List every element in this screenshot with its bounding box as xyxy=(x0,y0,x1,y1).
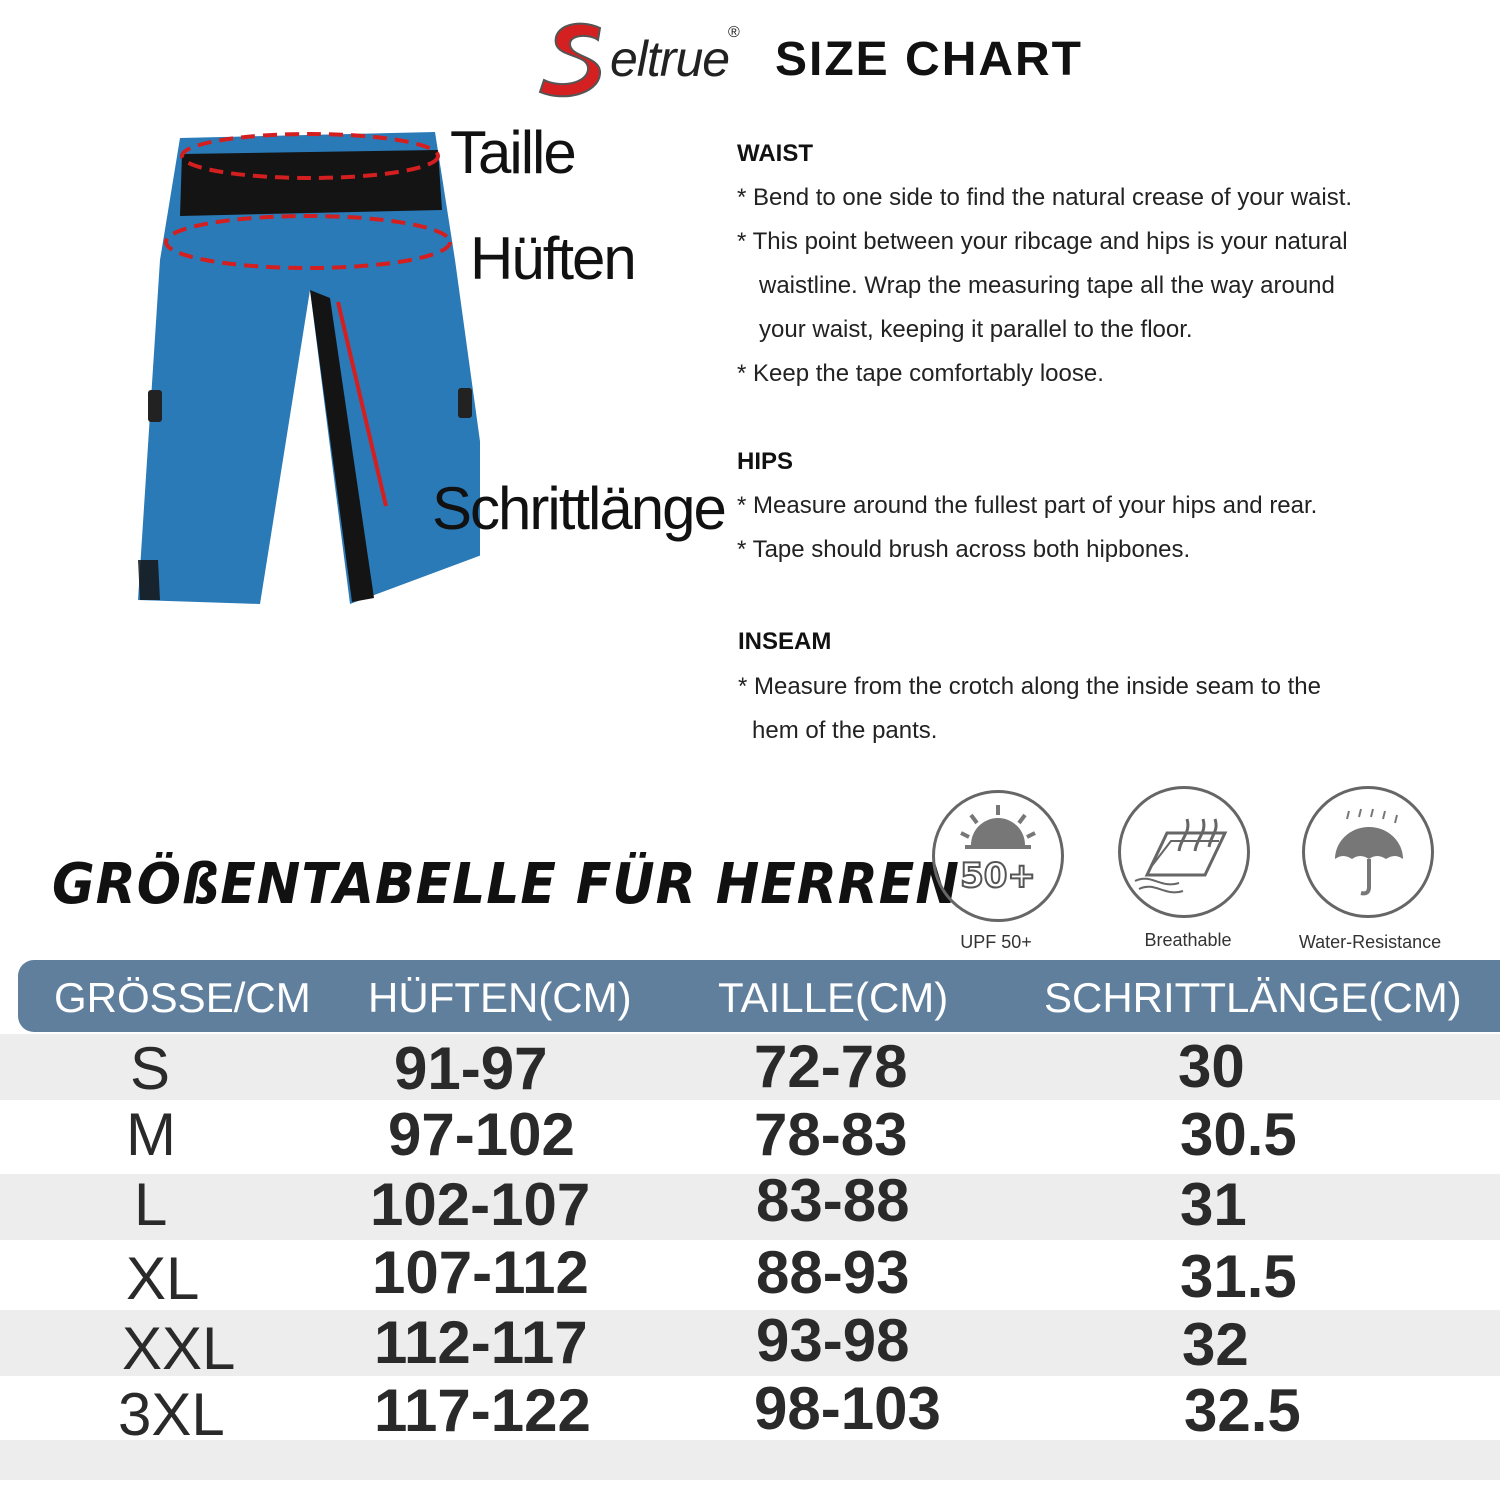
hips-cell: 117-122 xyxy=(374,1377,591,1444)
size-cell: L xyxy=(134,1171,168,1238)
inseam-cell: 31 xyxy=(1180,1171,1247,1238)
column-header-waist: TAILLE(CM) xyxy=(718,974,949,1021)
waist-instruction: * This point between your ribcage and hips is your natural xyxy=(737,228,1348,255)
upf-badge: 50+ xyxy=(960,856,1036,896)
inseam-cell: 30.5 xyxy=(1180,1101,1297,1168)
size-cell: S xyxy=(130,1035,171,1102)
column-header-hips: HÜFTEN(CM) xyxy=(368,974,632,1021)
waist-instruction: * Keep the tape comfortably loose. xyxy=(737,360,1104,387)
inseam-cell: 31.5 xyxy=(1180,1243,1297,1310)
size-table-heading: GRÖßENTABELLE FÜR HERREN xyxy=(52,852,960,917)
hips-cell: 107-112 xyxy=(372,1239,589,1306)
waist-cell: 88-93 xyxy=(756,1239,910,1306)
hips-instruction: * Measure around the fullest part of your hips and rear. xyxy=(737,492,1318,519)
umbrella-icon xyxy=(1305,789,1431,915)
inseam-cell: 32.5 xyxy=(1184,1377,1301,1444)
inseam-cell: 30 xyxy=(1178,1033,1245,1100)
column-header-inseam: SCHRITTLÄNGE(CM) xyxy=(1044,974,1462,1021)
size-cell: M xyxy=(126,1101,176,1168)
inseam-instruction: * Measure from the crotch along the inside seam to the xyxy=(738,673,1321,700)
table-row-stripe xyxy=(0,1440,1500,1480)
upf-feature xyxy=(932,790,1064,922)
size-cell: XL xyxy=(126,1245,200,1312)
inseam-cell: 32 xyxy=(1182,1311,1249,1378)
page-title: SIZE CHART xyxy=(775,33,1083,86)
table-header xyxy=(18,960,1500,1032)
column-header-size: GRÖSSE/CM xyxy=(54,974,311,1021)
waist-cell: 78-83 xyxy=(754,1101,908,1168)
water-resistance-label: Water-Resistance xyxy=(1298,932,1442,952)
hips-heading: HIPS xyxy=(737,448,794,475)
hips-cell: 97-102 xyxy=(388,1101,575,1168)
table-row xyxy=(0,1374,1500,1448)
size-cell: XXL xyxy=(122,1315,236,1382)
waist-heading: WAIST xyxy=(737,140,813,167)
inseam-label: Schrittlänge xyxy=(432,475,725,542)
hips-cell: 112-117 xyxy=(374,1309,588,1376)
waist-cell: 72-78 xyxy=(754,1033,908,1100)
inseam-heading: INSEAM xyxy=(738,628,832,655)
waist-instruction: * Bend to one side to find the natural crease of your waist. xyxy=(737,184,1353,211)
waist-cell: 98-103 xyxy=(754,1375,941,1442)
breathable-feature xyxy=(1118,786,1250,918)
breathable-icon xyxy=(1121,789,1247,915)
waist-cell: 83-88 xyxy=(756,1167,910,1234)
breathable-label: Breathable xyxy=(1144,930,1232,950)
shorts-illustration xyxy=(120,110,480,610)
hips-instruction: * Tape should brush across both hipbones. xyxy=(737,536,1191,563)
table-row xyxy=(0,1166,1500,1238)
table-row xyxy=(0,1030,1500,1102)
brand-name: eltrue xyxy=(610,31,730,87)
upf-label: UPF 50+ xyxy=(960,932,1032,952)
hips-cell: 91-97 xyxy=(394,1035,548,1102)
hips-cell: 102-107 xyxy=(370,1171,591,1238)
waist-cell: 93-98 xyxy=(756,1307,910,1374)
registered-mark: ® xyxy=(728,24,740,41)
water-resistance-feature xyxy=(1302,786,1434,918)
table-row xyxy=(0,1238,1500,1312)
table-row xyxy=(0,1098,1500,1168)
waist-instruction: your waist, keeping it parallel to the floor. xyxy=(759,316,1193,343)
waist-label: Taille xyxy=(450,119,575,186)
table-row xyxy=(0,1306,1500,1382)
inseam-instruction: hem of the pants. xyxy=(752,717,938,744)
size-cell: 3XL xyxy=(118,1381,225,1448)
brand-logo-s xyxy=(538,18,618,98)
sun-upf-icon xyxy=(935,793,1061,919)
hips-label: Hüften xyxy=(470,225,635,292)
waist-instruction: waistline. Wrap the measuring tape all the way around xyxy=(759,272,1335,299)
